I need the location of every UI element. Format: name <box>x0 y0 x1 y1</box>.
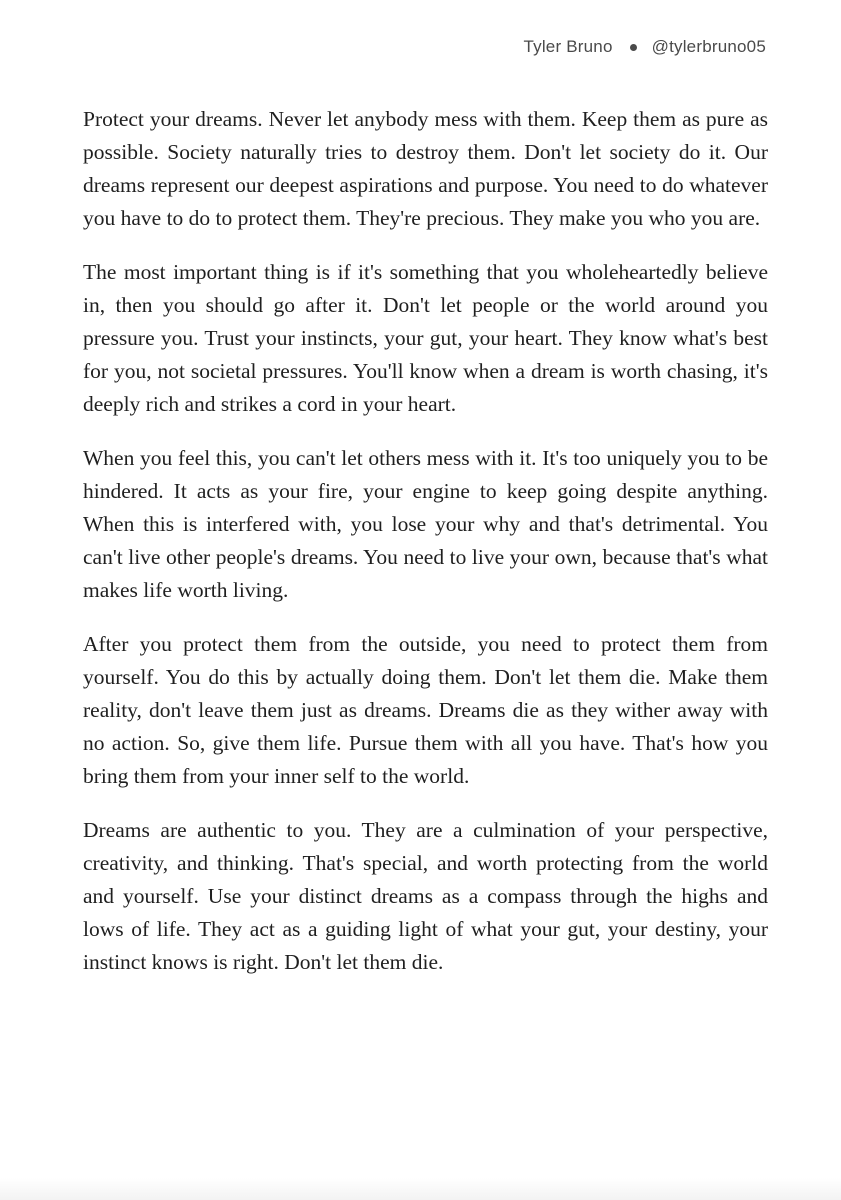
paragraph-5: Dreams are authentic to you. They are a culmination of your perspective, creativity, and thinking. That's special, and worth protecting from the world and yourself. Use your distinct dreams as a compass through the highs and lows of life. They act as a guiding light of what your gut, your destiny, your instinct knows is right. Don't let them die. <box>83 818 768 974</box>
author-header <box>523 37 766 57</box>
author-name: Tyler Bruno <box>523 37 613 56</box>
paragraph-4: After you protect them from the outside, you need to protect them from yourself. You do this by actually doing them. Don't let them die. Make them reality, don't leave them just as dreams. Dreams die as they wither away with no action. So, give them life. Pursue them with all you have. That's how you bring them from your inner self to the world. <box>83 632 768 788</box>
essay-body <box>83 103 768 1000</box>
paragraph-2: The most important thing is if it's something that you wholeheartedly believe in, then you should go after it. Don't let people or the world around you pressure you. Trust your instincts, your gut, your heart. They know what's best for you, not societal pressures. You'll know when a dream is worth chasing, it's deeply rich and strikes a cord in your heart. <box>83 260 768 416</box>
page-bottom-edge <box>0 1178 841 1200</box>
separator-dot-icon <box>630 44 637 51</box>
author-handle: @tylerbruno05 <box>651 37 766 56</box>
paragraph-3: When you feel this, you can't let others mess with it. It's too uniquely you to be hindered. It acts as your fire, your engine to keep going despite anything. When this is interfered with, you lose your why and that's detrimental. You can't live other people's dreams. You need to live your own, because that's what makes life worth living. <box>83 446 768 602</box>
paragraph-1: Protect your dreams. Never let anybody mess with them. Keep them as pure as possible. Society naturally tries to destroy them. Don't let society do it. Our dreams represent our deepest aspirations and purpose. You need to do whatever you have to do to protect them. They're precious. They make you who you are. <box>83 107 768 230</box>
